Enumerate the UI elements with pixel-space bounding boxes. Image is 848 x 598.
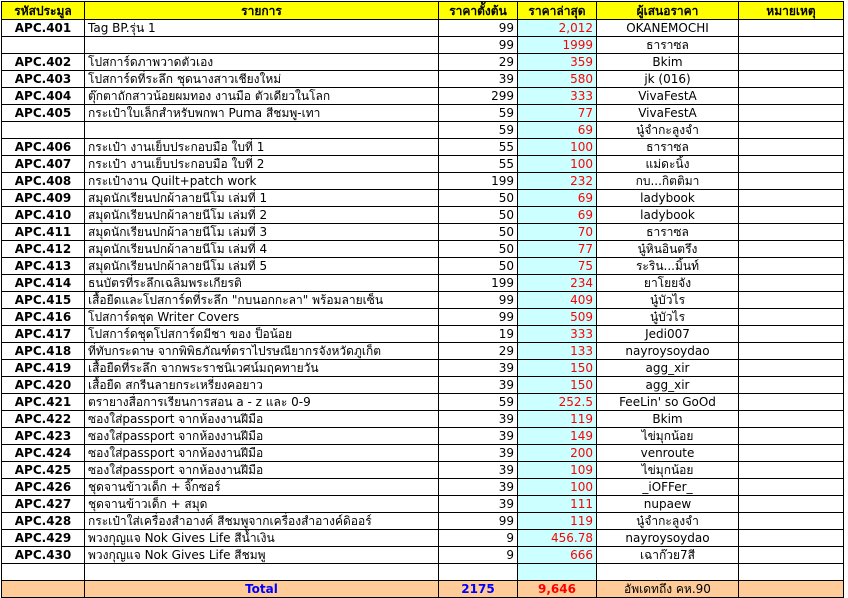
- cell-start-price[interactable]: 39: [439, 377, 518, 394]
- table-row: [2, 462, 844, 479]
- cell-note[interactable]: [739, 122, 844, 139]
- cell-bidder[interactable]: Jedi007: [597, 326, 739, 343]
- cell-code[interactable]: APC.429: [2, 530, 85, 547]
- cell-code[interactable]: APC.415: [2, 292, 85, 309]
- table-row: [2, 326, 844, 343]
- cell-note[interactable]: [739, 173, 844, 190]
- cell-bidder[interactable]: นู๋จำกะลูงจำ: [597, 513, 739, 530]
- cell-start-price[interactable]: 19: [439, 326, 518, 343]
- table-row: [2, 173, 844, 190]
- table-row: [2, 360, 844, 377]
- cell-bidder[interactable]: นู๋หินอินตรึง: [597, 241, 739, 258]
- cell-code[interactable]: APC.417: [2, 326, 85, 343]
- cell-item-name[interactable]: ที่ทับกระดาษ จากพิพิธภัณฑ์ตราไปรษณียากรจังหวัดภูเก็ต: [85, 343, 439, 360]
- table-row: [2, 428, 844, 445]
- cell-latest-price[interactable]: 69: [518, 190, 597, 207]
- cell-bidder[interactable]: _iOFFer_: [597, 479, 739, 496]
- cell-item-name[interactable]: สมุดนักเรียนปกผ้าลายนีโม เล่มที่ 3: [85, 224, 439, 241]
- cell-item-name[interactable]: ชุดจานข้าวเด็ก + สมุด: [85, 496, 439, 513]
- cell-note[interactable]: [739, 377, 844, 394]
- cell-latest-price[interactable]: 409: [518, 292, 597, 309]
- table-row: [2, 513, 844, 530]
- cell-code[interactable]: APC.427: [2, 496, 85, 513]
- cell-latest-price[interactable]: 100: [518, 479, 597, 496]
- cell-note[interactable]: [739, 292, 844, 309]
- cell-latest-price[interactable]: 77: [518, 241, 597, 258]
- cell-start-price[interactable]: 39: [439, 479, 518, 496]
- cell-code[interactable]: APC.413: [2, 258, 85, 275]
- cell-start-price[interactable]: 99: [439, 513, 518, 530]
- cell-item-name[interactable]: โปสการ์ดภาพวาดตัวเอง: [85, 54, 439, 71]
- cell-start-price[interactable]: 39: [439, 445, 518, 462]
- cell-item-name[interactable]: ชุดจานข้าวเด็ก + จิ๊กซอร์: [85, 479, 439, 496]
- cell-note[interactable]: [739, 513, 844, 530]
- table-row: [2, 564, 844, 581]
- total-row: [2, 581, 844, 598]
- cell-code[interactable]: APC.426: [2, 479, 85, 496]
- table-body: [2, 20, 844, 581]
- cell-latest-price[interactable]: 111: [518, 496, 597, 513]
- cell-start-price[interactable]: 199: [439, 275, 518, 292]
- cell-start-price[interactable]: 9: [439, 547, 518, 564]
- table-row: [2, 122, 844, 139]
- table-row: [2, 207, 844, 224]
- table-row: [2, 394, 844, 411]
- cell-start-price[interactable]: 55: [439, 139, 518, 156]
- cell-code[interactable]: APC.402: [2, 54, 85, 71]
- total-updated-note[interactable]: อัพเดทถึง คห.90: [597, 581, 739, 598]
- total-cell-blank[interactable]: [2, 581, 85, 598]
- cell-bidder[interactable]: แม่ดะนิ้ง: [597, 156, 739, 173]
- cell-item-name[interactable]: [85, 37, 439, 54]
- cell-note[interactable]: [739, 258, 844, 275]
- cell-item-name[interactable]: Tag BP.รุ่น 1: [85, 20, 439, 37]
- cell-note[interactable]: [739, 241, 844, 258]
- cell-item-name[interactable]: โปสการ์ดที่ระลึก ชุดนางสาวเชียงใหม่: [85, 71, 439, 88]
- cell-latest-price[interactable]: 2,012: [518, 20, 597, 37]
- header-row: [2, 2, 844, 20]
- cell-code[interactable]: [2, 564, 85, 581]
- header-note[interactable]: หมายเหตุ: [739, 2, 844, 20]
- header-start-price[interactable]: ราคาตั้งต้น: [439, 2, 518, 20]
- cell-start-price[interactable]: 59: [439, 122, 518, 139]
- cell-code[interactable]: APC.414: [2, 275, 85, 292]
- table-row: [2, 37, 844, 54]
- cell-item-name[interactable]: ธนบัตรที่ระลึกเฉลิมพระเกียรติ: [85, 275, 439, 292]
- cell-item-name[interactable]: กระเป๋างาน Quilt+patch work: [85, 173, 439, 190]
- cell-bidder[interactable]: VivaFestA: [597, 105, 739, 122]
- cell-code[interactable]: APC.401: [2, 20, 85, 37]
- cell-item-name[interactable]: [85, 564, 439, 581]
- cell-start-price[interactable]: 99: [439, 309, 518, 326]
- cell-code[interactable]: APC.425: [2, 462, 85, 479]
- cell-bidder[interactable]: venroute: [597, 445, 739, 462]
- cell-bidder[interactable]: agg_xir: [597, 377, 739, 394]
- cell-note[interactable]: [739, 394, 844, 411]
- table-row: [2, 190, 844, 207]
- cell-note[interactable]: [739, 564, 844, 581]
- cell-start-price[interactable]: 50: [439, 241, 518, 258]
- cell-start-price[interactable]: 55: [439, 156, 518, 173]
- cell-start-price[interactable]: 39: [439, 71, 518, 88]
- cell-note[interactable]: [739, 428, 844, 445]
- cell-latest-price[interactable]: 333: [518, 326, 597, 343]
- cell-latest-price[interactable]: 252.5: [518, 394, 597, 411]
- cell-latest-price[interactable]: 119: [518, 411, 597, 428]
- cell-note[interactable]: [739, 20, 844, 37]
- cell-latest-price[interactable]: 149: [518, 428, 597, 445]
- cell-bidder[interactable]: นู๋บัวไร: [597, 292, 739, 309]
- cell-note[interactable]: [739, 207, 844, 224]
- cell-latest-price[interactable]: 456.78: [518, 530, 597, 547]
- cell-item-name[interactable]: [85, 122, 439, 139]
- total-note-blank[interactable]: [739, 581, 844, 598]
- table-row: [2, 309, 844, 326]
- cell-start-price[interactable]: 50: [439, 190, 518, 207]
- cell-item-name[interactable]: ซองใส่passport จากห้องงานฝีมือ: [85, 445, 439, 462]
- header-code[interactable]: รหัสประมูล: [2, 2, 85, 20]
- table-row: [2, 547, 844, 564]
- cell-note[interactable]: [739, 360, 844, 377]
- table-row: [2, 411, 844, 428]
- cell-bidder[interactable]: nayroysoydao: [597, 343, 739, 360]
- cell-item-name[interactable]: กระเป๋า งานเย็บประกอบมือ ใบที่ 1: [85, 139, 439, 156]
- cell-item-name[interactable]: พวงกุญแจ Nok Gives Life สีชมพู: [85, 547, 439, 564]
- cell-start-price[interactable]: 199: [439, 173, 518, 190]
- cell-item-name[interactable]: เสื้อยืดและโปสการ์ดที่ระลึก "กบนอกกะลา" พร้อมลายเซ็น: [85, 292, 439, 309]
- cell-item-name[interactable]: ซองใส่passport จากห้องงานฝีมือ: [85, 428, 439, 445]
- cell-note[interactable]: [739, 105, 844, 122]
- cell-note[interactable]: [739, 547, 844, 564]
- table-row: [2, 479, 844, 496]
- table-row: [2, 71, 844, 88]
- cell-code[interactable]: APC.418: [2, 343, 85, 360]
- cell-note[interactable]: [739, 462, 844, 479]
- cell-item-name[interactable]: สมุดนักเรียนปกผ้าลายนีโม เล่มที่ 2: [85, 207, 439, 224]
- cell-note[interactable]: [739, 54, 844, 71]
- cell-start-price[interactable]: 50: [439, 207, 518, 224]
- table-row: [2, 377, 844, 394]
- cell-item-name[interactable]: พวงกุญแจ Nok Gives Life สีน้ำเงิน: [85, 530, 439, 547]
- cell-bidder[interactable]: VivaFestA: [597, 88, 739, 105]
- cell-latest-price[interactable]: 232: [518, 173, 597, 190]
- cell-bidder[interactable]: jk (016): [597, 71, 739, 88]
- cell-latest-price[interactable]: 119: [518, 513, 597, 530]
- cell-start-price[interactable]: 59: [439, 394, 518, 411]
- table-row: [2, 241, 844, 258]
- cell-latest-price[interactable]: 133: [518, 343, 597, 360]
- cell-bidder[interactable]: OKANEMOCHI: [597, 20, 739, 37]
- cell-code[interactable]: APC.408: [2, 173, 85, 190]
- cell-item-name[interactable]: ตุ๊กตาถักสาวน้อยผมทอง งานมือ ตัวเดียวในโลก: [85, 88, 439, 105]
- cell-note[interactable]: [739, 530, 844, 547]
- table-row: [2, 343, 844, 360]
- cell-latest-price[interactable]: 70: [518, 224, 597, 241]
- table-row: [2, 530, 844, 547]
- table-row: [2, 292, 844, 309]
- cell-note[interactable]: [739, 88, 844, 105]
- cell-bidder[interactable]: ธาราซล: [597, 37, 739, 54]
- cell-latest-price[interactable]: 359: [518, 54, 597, 71]
- cell-item-name[interactable]: สมุดนักเรียนปกผ้าลายนีโม เล่มที่ 5: [85, 258, 439, 275]
- cell-latest-price[interactable]: 333: [518, 88, 597, 105]
- cell-start-price[interactable]: 50: [439, 224, 518, 241]
- cell-bidder[interactable]: เฉาก๊วย7สี: [597, 547, 739, 564]
- cell-note[interactable]: [739, 326, 844, 343]
- cell-bidder[interactable]: ยาโยยจัง: [597, 275, 739, 292]
- cell-item-name[interactable]: สมุดนักเรียนปกผ้าลายนีโม เล่มที่ 4: [85, 241, 439, 258]
- cell-start-price[interactable]: 39: [439, 411, 518, 428]
- cell-code[interactable]: APC.409: [2, 190, 85, 207]
- cell-bidder[interactable]: nupaew: [597, 496, 739, 513]
- header-bidder[interactable]: ผู้เสนอราคา: [597, 2, 739, 20]
- header-name[interactable]: รายการ: [85, 2, 439, 20]
- cell-code[interactable]: APC.422: [2, 411, 85, 428]
- cell-note[interactable]: [739, 224, 844, 241]
- cell-item-name[interactable]: ตรายางสื่อการเรียนการสอน a - z และ 0-9: [85, 394, 439, 411]
- cell-note[interactable]: [739, 190, 844, 207]
- header-latest-price[interactable]: ราคาล่าสุด: [518, 2, 597, 20]
- cell-bidder[interactable]: ไข่มุกน้อย: [597, 462, 739, 479]
- cell-latest-price[interactable]: 150: [518, 360, 597, 377]
- cell-latest-price[interactable]: 69: [518, 122, 597, 139]
- cell-item-name[interactable]: กระเป๋า งานเย็บประกอบมือ ใบที่ 2: [85, 156, 439, 173]
- cell-note[interactable]: [739, 496, 844, 513]
- cell-start-price[interactable]: 99: [439, 20, 518, 37]
- cell-latest-price[interactable]: 1999: [518, 37, 597, 54]
- table-row: [2, 224, 844, 241]
- total-label[interactable]: Total: [85, 581, 439, 598]
- cell-bidder[interactable]: ระริน...มิ้นท์: [597, 258, 739, 275]
- cell-latest-price[interactable]: 100: [518, 139, 597, 156]
- cell-latest-price[interactable]: 666: [518, 547, 597, 564]
- cell-latest-price[interactable]: [518, 564, 597, 581]
- cell-bidder[interactable]: นู๋จำกะลูงจำ: [597, 122, 739, 139]
- cell-note[interactable]: [739, 71, 844, 88]
- cell-code[interactable]: APC.416: [2, 309, 85, 326]
- cell-start-price[interactable]: 99: [439, 37, 518, 54]
- cell-note[interactable]: [739, 343, 844, 360]
- cell-bidder[interactable]: [597, 564, 739, 581]
- cell-code[interactable]: APC.412: [2, 241, 85, 258]
- cell-start-price[interactable]: [439, 564, 518, 581]
- cell-bidder[interactable]: กบ...กิตติมา: [597, 173, 739, 190]
- cell-code[interactable]: APC.411: [2, 224, 85, 241]
- cell-bidder[interactable]: ladybook: [597, 190, 739, 207]
- cell-code[interactable]: APC.404: [2, 88, 85, 105]
- cell-item-name[interactable]: ซองใส่passport จากห้องงานฝีมือ: [85, 462, 439, 479]
- cell-code[interactable]: APC.423: [2, 428, 85, 445]
- cell-start-price[interactable]: 29: [439, 54, 518, 71]
- cell-latest-price[interactable]: 580: [518, 71, 597, 88]
- cell-note[interactable]: [739, 275, 844, 292]
- cell-bidder[interactable]: FeeLin' so GoOd: [597, 394, 739, 411]
- cell-note[interactable]: [739, 445, 844, 462]
- cell-item-name[interactable]: สมุดนักเรียนปกผ้าลายนีโม เล่มที่ 1: [85, 190, 439, 207]
- cell-code[interactable]: APC.410: [2, 207, 85, 224]
- cell-code[interactable]: [2, 37, 85, 54]
- cell-code[interactable]: APC.420: [2, 377, 85, 394]
- cell-start-price[interactable]: 9: [439, 530, 518, 547]
- cell-code[interactable]: APC.421: [2, 394, 85, 411]
- table-row: [2, 156, 844, 173]
- table-row: [2, 54, 844, 71]
- table-row: [2, 88, 844, 105]
- auction-table: [1, 1, 844, 598]
- cell-start-price[interactable]: 299: [439, 88, 518, 105]
- cell-latest-price[interactable]: 69: [518, 207, 597, 224]
- cell-code[interactable]: APC.424: [2, 445, 85, 462]
- cell-bidder[interactable]: ธาราซล: [597, 224, 739, 241]
- table-row: [2, 275, 844, 292]
- cell-item-name[interactable]: กระเป๋าใบเล็กสำหรับพกพา Puma สีชมพู-เทา: [85, 105, 439, 122]
- cell-item-name[interactable]: กระเป๋าใส่เครื่องสำอางค์ สีชมพูจากเครื่องสำอางค์ดิออร์: [85, 513, 439, 530]
- cell-latest-price[interactable]: 150: [518, 377, 597, 394]
- table-row: [2, 105, 844, 122]
- table-row: [2, 139, 844, 156]
- cell-item-name[interactable]: เสื้อยืด สกรีนลายกระเหรี่ยงคอยาว: [85, 377, 439, 394]
- cell-note[interactable]: [739, 156, 844, 173]
- cell-item-name[interactable]: โปสการ์ดชุด Writer Covers: [85, 309, 439, 326]
- cell-start-price[interactable]: 39: [439, 360, 518, 377]
- cell-code[interactable]: APC.430: [2, 547, 85, 564]
- cell-item-name[interactable]: ซองใส่passport จากห้องงานฝีมือ: [85, 411, 439, 428]
- cell-start-price[interactable]: 39: [439, 496, 518, 513]
- cell-latest-price[interactable]: 509: [518, 309, 597, 326]
- cell-note[interactable]: [739, 411, 844, 428]
- total-start-sum[interactable]: 2175: [439, 581, 518, 598]
- cell-start-price[interactable]: 39: [439, 462, 518, 479]
- cell-note[interactable]: [739, 139, 844, 156]
- cell-code[interactable]: APC.407: [2, 156, 85, 173]
- table-row: [2, 445, 844, 462]
- cell-note[interactable]: [739, 479, 844, 496]
- cell-bidder[interactable]: นู๋บัวไร: [597, 309, 739, 326]
- cell-bidder[interactable]: Bkim: [597, 411, 739, 428]
- cell-bidder[interactable]: ladybook: [597, 207, 739, 224]
- cell-latest-price[interactable]: 109: [518, 462, 597, 479]
- cell-code[interactable]: APC.405: [2, 105, 85, 122]
- cell-start-price[interactable]: 59: [439, 105, 518, 122]
- table-row: [2, 20, 844, 37]
- cell-bidder[interactable]: Bkim: [597, 54, 739, 71]
- total-latest-sum[interactable]: 9,646: [518, 581, 597, 598]
- table-row: [2, 496, 844, 513]
- cell-item-name[interactable]: เสื้อยืดที่ระลึก จากพระราชนิเวศน์มฤคทายวัน: [85, 360, 439, 377]
- cell-start-price[interactable]: 39: [439, 428, 518, 445]
- cell-bidder[interactable]: ธาราซล: [597, 139, 739, 156]
- cell-start-price[interactable]: 50: [439, 258, 518, 275]
- cell-bidder[interactable]: nayroysoydao: [597, 530, 739, 547]
- cell-note[interactable]: [739, 309, 844, 326]
- cell-latest-price[interactable]: 75: [518, 258, 597, 275]
- cell-bidder[interactable]: ไข่มุกน้อย: [597, 428, 739, 445]
- cell-code[interactable]: APC.403: [2, 71, 85, 88]
- cell-code[interactable]: APC.419: [2, 360, 85, 377]
- cell-latest-price[interactable]: 100: [518, 156, 597, 173]
- cell-code[interactable]: APC.428: [2, 513, 85, 530]
- cell-start-price[interactable]: 99: [439, 292, 518, 309]
- cell-latest-price[interactable]: 77: [518, 105, 597, 122]
- cell-start-price[interactable]: 29: [439, 343, 518, 360]
- cell-latest-price[interactable]: 234: [518, 275, 597, 292]
- cell-latest-price[interactable]: 200: [518, 445, 597, 462]
- cell-item-name[interactable]: โปสการ์ดชุดโปสการ์ดมีชา ของ ป็อน้อย: [85, 326, 439, 343]
- cell-code[interactable]: APC.406: [2, 139, 85, 156]
- cell-bidder[interactable]: agg_xir: [597, 360, 739, 377]
- cell-note[interactable]: [739, 37, 844, 54]
- cell-code[interactable]: [2, 122, 85, 139]
- table-row: [2, 258, 844, 275]
